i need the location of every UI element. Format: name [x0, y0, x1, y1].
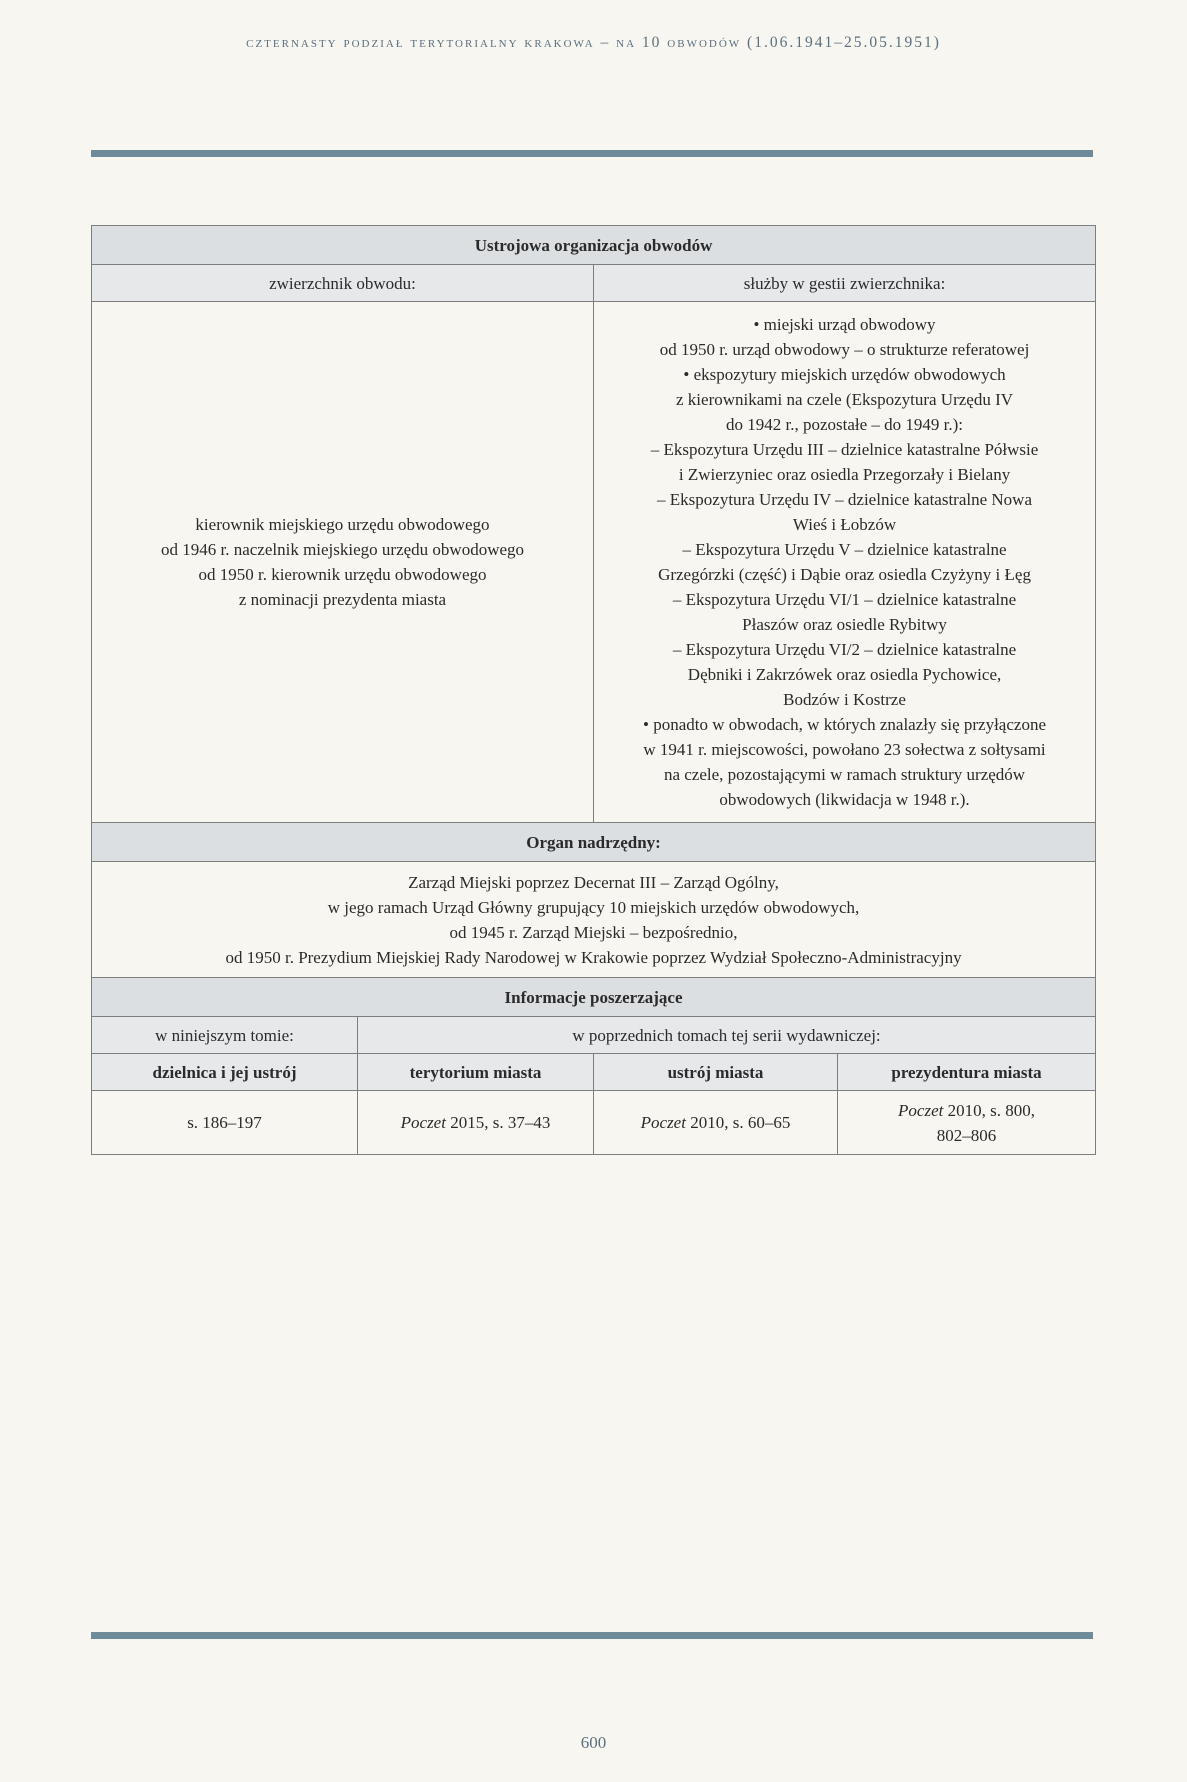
info-value-system-title: Poczet — [640, 1113, 686, 1132]
bottom-rule — [91, 1632, 1093, 1639]
superior-description: kierownik miejskiego urzędu obwodowego od 1946 r. naczelnik miejskiego urzędu obwodowego od 1950 r. kierownik urzędu obwodowego z nominacji prezydenta miasta — [92, 302, 594, 823]
services-description: • miejski urząd obwodowy od 1950 r. urząd obwodowy – o strukturze referatowej • ekspozytury miejskich urzędów obwodowych z kierownikami na czele (Ekspozytura Urzędu IV do 1942 r., pozostałe – do 1949 r.): – Ekspozytura Urzędu III – dzielnice katastralne Półwsie i Zwierzyniec oraz osiedla Przegorzały i Bielany – Ekspozytura Urzędu IV – dzielnice katastralne Nowa Wieś i Łobzów – Ekspozytura Urzędu V – dzielnice katastralne Grzegórzki (część) i Dąbie oraz osiedla Czyżyny i Łęg – Ekspozytura Urzędu VI/1 – dzielnice katastralne Płaszów oraz osiedle Rybitwy – Ekspozytura Urzędu VI/2 – dzielnice katastralne Dębniki i Zakrzówek oraz osiedla Pychowice, Bodzów i Kostrze • ponadto w obwodach, w których znalazły się przyłączone w 1941 r. miejscowości, powołano 23 sołectwa z sołtysami na czele, pozostającymi w ramach struktury urzędów obwodowych (likwidacja w 1948 r.). — [594, 302, 1096, 823]
info-header: Informacje poszerzające — [92, 978, 1096, 1017]
organ-header: Organ nadrzędny: — [92, 823, 1096, 862]
info-this-volume-header: w niniejszym tomie: — [92, 1017, 358, 1054]
info-value-district — [92, 1091, 358, 1155]
info-col-presidency: prezydentura miasta — [838, 1054, 1096, 1091]
top-rule — [91, 150, 1093, 157]
info-value-territory — [358, 1091, 594, 1155]
col-header-services: służby w gestii zwierzchnika: — [594, 265, 1096, 302]
running-head: czternasty podział terytorialny krakowa – na 10 obwodów (1.06.1941–25.05.1951) — [246, 34, 941, 51]
info-value-district-text: s. 186–197 — [187, 1113, 262, 1132]
organ-description: Zarząd Miejski poprzez Decernat III – Zarząd Ogólny, w jego ramach Urząd Główny grupujący 10 miejskich urzędów obwodowych, od 1945 r. Zarząd Miejski – bezpośrednio, od 1950 r. Prezydium Miejskiej Rady Narodowej w Krakowie poprzez Wydział Społeczno-Administracyjny — [92, 862, 1096, 978]
info-value-presidency-pages: 2010, s. 800, 802–806 — [936, 1100, 1035, 1145]
info-value-territory-title: Poczet — [400, 1113, 446, 1132]
table-title: Ustrojowa organizacja obwodów — [92, 226, 1096, 265]
info-col-district: dzielnica i jej ustrój — [92, 1054, 358, 1091]
info-value-system — [594, 1091, 838, 1155]
info-value-presidency-title: Poczet — [898, 1100, 944, 1120]
organization-table — [91, 225, 1096, 1155]
info-value-presidency — [838, 1091, 1096, 1155]
col-header-superior: zwierzchnik obwodu: — [92, 265, 594, 302]
info-value-system-pages: 2010, s. 60–65 — [685, 1113, 791, 1132]
info-col-territory: terytorium miasta — [358, 1054, 594, 1091]
page-number: 600 — [580, 1733, 607, 1752]
info-previous-header: w poprzednich tomach tej serii wydawniczej: — [358, 1017, 1096, 1054]
info-value-territory-pages: 2015, s. 37–43 — [445, 1113, 551, 1132]
info-col-system: ustrój miasta — [594, 1054, 838, 1091]
